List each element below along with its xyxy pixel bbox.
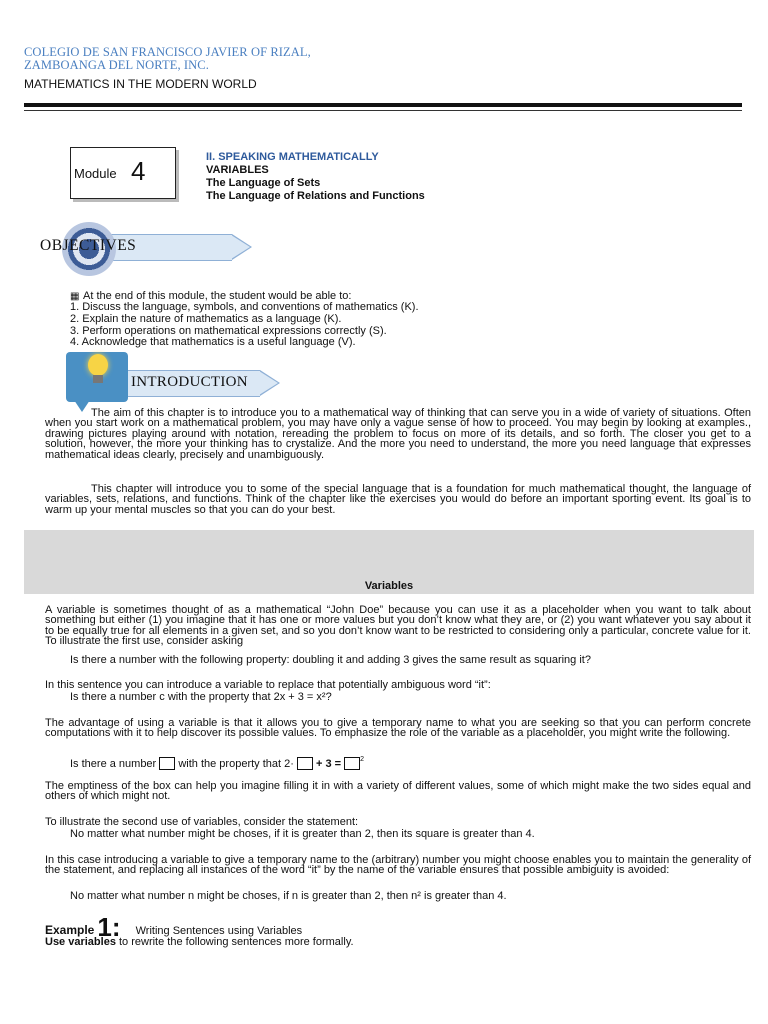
objectives-label: OBJECTIVES — [40, 237, 137, 254]
variables-header-band — [24, 530, 754, 594]
course-title: MATHEMATICS IN THE MODERN WORLD — [24, 77, 257, 91]
objective-item: 2. Explain the nature of mathematics as a language (K). — [70, 312, 342, 325]
variables-question-4: No matter what number might be choses, if it is greater than 2, then its square is greater than 4. — [70, 828, 535, 840]
placeholder-box — [159, 757, 175, 770]
variables-paragraph-2: In this sentence you can introduce a variable to replace that potentially ambiguous word “it”: — [45, 679, 491, 691]
header-rule-thick — [24, 103, 742, 107]
variables-question-1: Is there a number with the following property: doubling it and adding 3 gives the same result as squaring it? — [70, 654, 591, 666]
book-icon: ▦ — [70, 291, 80, 302]
example-instruction: Use variables to rewrite the following sentences more formally. — [45, 936, 354, 948]
objectives-list — [70, 302, 419, 349]
placeholder-box — [297, 757, 313, 770]
variables-question-3: Is there a number with the property that 2· + 3 = $^2$ — [70, 756, 365, 770]
variables-paragraph-1: A variable is sometimes thought of as a mathematical “John Doe” because you can use it as a placeholder when you want to talk about something but either (1) you imagine that it has one or more values but you don’t know what they are, or (2) you want whatever you say about it to be equally true for all elements in a given set, and so you don’t know want to be restricted to considering only a particular, concrete value for it. To illustrate the first use, consider asking — [45, 604, 751, 648]
module-label: Module — [74, 166, 117, 181]
variables-paragraph-3: The advantage of using a variable is that it allows you to give a temporary name to what you are seeking so that you can perform concrete computations with it to help discover its possible values. To emphasize the role of the variable as a placeholder, you might write the following. — [45, 717, 751, 740]
introduction-label: INTRODUCTION — [131, 374, 248, 390]
header-rule-thin — [24, 110, 742, 111]
objective-item: 1. Discuss the language, symbols, and conventions of mathematics (K). — [70, 301, 419, 313]
school-name-line-2: ZAMBOANGA DEL NORTE, INC. — [24, 58, 209, 72]
variables-question-5: No matter what number n might be choses, if n is greater than 2, then n² is greater than 4. — [70, 890, 507, 902]
school-name — [24, 46, 311, 72]
module-topic-sets: The Language of Sets — [206, 177, 321, 189]
module-topic-relations: The Language of Relations and Functions — [206, 190, 425, 202]
objectives-intro: ▦ At the end of this module, the student would be able to: — [70, 290, 352, 302]
module-box — [70, 147, 176, 199]
module-number: 4 — [131, 156, 146, 186]
module-topic-variables: VARIABLES — [206, 164, 269, 176]
school-name-line-1: COLEGIO DE SAN FRANCISCO JAVIER OF RIZAL, — [24, 45, 311, 59]
placeholder-box — [344, 757, 360, 770]
example-title: Writing Sentences using Variables — [135, 925, 303, 937]
introduction-paragraph-2: This chapter will introduce you to some of the special language that is a foundation for much mathematical thought, the language of variables, sets, relations, and functions. Think of the chapter like the exercises you would do before an important sporting event. Its goal is to warm up your mental muscles so that you can do your best. — [45, 483, 751, 516]
objective-item: 4. Acknowledge that mathematics is a useful language (V). — [70, 336, 356, 349]
module-section-title: II. SPEAKING MATHEMATICALLY — [206, 151, 379, 163]
variables-title: Variables — [364, 580, 414, 592]
variables-paragraph-6: In this case introducing a variable to give a temporary name to the (arbitrary) number you might choose enables you to maintain the generality of the statement, and replacing all instances of the word “it” by the name of the variable ensures that possible ambiguity is avoided: — [45, 854, 751, 877]
example-number: 1: — [97, 912, 121, 942]
variables-question-2: Is there a number c with the property that 2x + 3 = x²? — [70, 691, 332, 703]
objective-item: 3. Perform operations on mathematical expressions correctly (S). — [70, 324, 387, 337]
variables-paragraph-5: To illustrate the second use of variables, consider the statement: — [45, 816, 359, 828]
example-label: Example — [45, 923, 95, 937]
introduction-paragraph-1: The aim of this chapter is to introduce you to a mathematical way of thinking that can serve you in a wide of variety of situations. Often when you start work on a mathematical problem, you may have only a vague sense of how to proceed. You may begin by looking at examples., drawing pictures playing around with notation, rereading the problem to focus on more of its details, and so forth. The closer you get to a solution, however, the more your thinking has to crystalize. And the more you need to understand, the more you need language that expresses mathematical ideas clearly, precisely and unambiguously. — [45, 407, 751, 461]
variables-paragraph-4: The emptiness of the box can help you imagine filling it in with a variety of different values, some of which might make the two sides equal and others of which might not. — [45, 780, 751, 803]
lightbulb-icon — [66, 352, 128, 402]
